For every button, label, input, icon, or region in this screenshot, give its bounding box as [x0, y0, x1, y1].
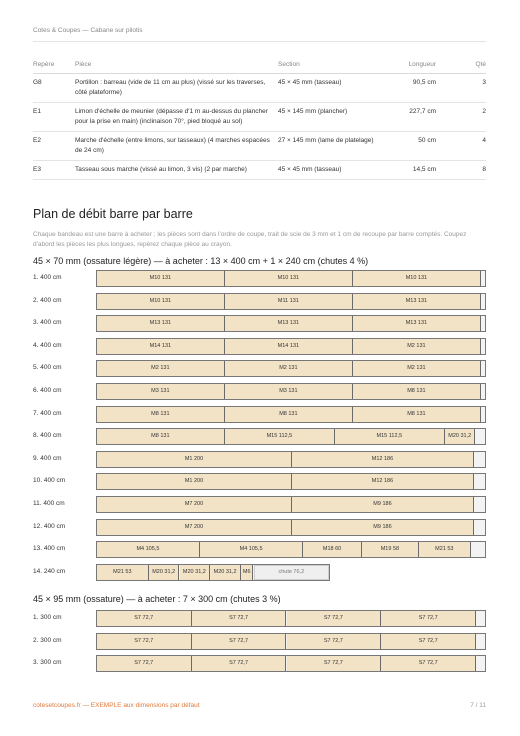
cut-bar-row — [33, 315, 486, 332]
cut-bar-row — [33, 519, 486, 536]
cut-piece: M14 131 — [97, 339, 225, 354]
cut-piece: M9 186 — [292, 497, 473, 512]
cut-piece: M19 58 — [362, 542, 419, 557]
group-title-45x95: 45 × 95 mm (ossature) — à acheter : 7 × 300 cm (chutes 3 %) — [33, 594, 281, 604]
section-title: Plan de débit barre par barre — [33, 207, 193, 221]
bar-label: 7. 400 cm — [33, 409, 62, 417]
stock-bar — [96, 541, 486, 558]
cell-piece: Marche d'échelle (entre limons, sur tasseaux) (4 marches espacées de 24 cm) — [75, 132, 278, 161]
cut-piece: M2 131 — [225, 361, 353, 376]
footer-site-link[interactable]: cotesetcoupes.fr — EXEMPLE aux dimensions par défaut — [33, 702, 200, 709]
offcut-segment: chute 76,2 — [254, 565, 329, 580]
running-header: Cotes & Coupes — Cabane sur pilotis — [33, 27, 143, 34]
group-title-45x70: 45 × 70 mm (ossature légère) — à acheter : 13 × 400 cm + 1 × 240 cm (chutes 4 %) — [33, 256, 369, 266]
cut-piece: M6 — [241, 565, 253, 580]
stock-bar — [96, 428, 486, 445]
table-row — [33, 103, 486, 132]
cell-qte: 4 — [436, 132, 486, 161]
cut-piece: S7 72,7 — [287, 634, 382, 649]
cut-piece: S7 72,7 — [192, 656, 287, 671]
section-intro: Chaque bandeau est une barre à acheter ; les pièces sont dans l'ordre de coupe, trait de scie de 3 mm et 1 cm de recoupe par barre comptés. Coupez d'abord les pièces les plus longues, repérez chaque pièce au crayon. — [33, 231, 467, 248]
bar-label: 14. 240 cm — [33, 567, 66, 575]
bar-label: 10. 400 cm — [33, 477, 66, 485]
cut-piece: M10 131 — [97, 294, 225, 309]
cut-piece: M7 200 — [97, 520, 292, 535]
cut-piece: M1 200 — [97, 474, 292, 489]
cut-piece: M4 105,5 — [97, 542, 200, 557]
bar-label: 8. 400 cm — [33, 432, 62, 440]
cell-section: 45 × 45 mm (tasseau) — [278, 161, 378, 180]
stock-bar — [96, 293, 486, 310]
cut-bar-row — [33, 610, 486, 627]
bar-label: 12. 400 cm — [33, 522, 66, 530]
cut-bar-row — [33, 406, 486, 423]
cut-piece: M12 186 — [292, 474, 473, 489]
cut-bar-row — [33, 564, 486, 581]
cut-piece: M15 112,5 — [225, 429, 335, 444]
table-row — [33, 161, 486, 180]
cell-piece: Limon d'échelle de meunier (dépasse d'1 m au-dessus du plancher pour la prise en main) (inclinaison 70°, pied bloqué au sol) — [75, 103, 278, 132]
bar-label: 6. 400 cm — [33, 387, 62, 394]
cut-piece: M13 131 — [353, 316, 481, 331]
cut-piece: M18 60 — [303, 542, 362, 557]
cell-repere: E1 — [33, 103, 75, 132]
cut-piece: M3 131 — [97, 384, 225, 399]
cut-piece: M8 131 — [97, 407, 225, 422]
cut-piece: M13 131 — [353, 294, 481, 309]
col-header-repere: Repère — [33, 57, 75, 74]
cut-piece: M2 131 — [97, 361, 225, 376]
bar-label: 1. 300 cm — [33, 614, 62, 621]
cut-piece: M11 131 — [225, 294, 353, 309]
bar-label: 4. 400 cm — [33, 341, 62, 349]
header-divider — [33, 41, 486, 42]
cut-bar-row — [33, 383, 486, 400]
stock-bar — [96, 519, 486, 536]
stock-bar — [96, 383, 486, 400]
cut-piece: M8 131 — [353, 384, 481, 399]
stock-bar — [96, 633, 486, 650]
cut-piece: M13 131 — [97, 316, 225, 331]
cell-piece: Tasseau sous marche (vissé au limon, 3 vis) (2 par marche) — [75, 161, 278, 180]
cut-piece: M8 131 — [353, 407, 481, 422]
cut-piece: M9 186 — [292, 520, 473, 535]
cut-bar-row — [33, 428, 486, 445]
cut-piece: M7 200 — [97, 497, 292, 512]
cell-qte: 2 — [436, 103, 486, 132]
cut-piece: M2 131 — [353, 361, 481, 376]
pieces-table — [33, 57, 486, 180]
col-header-qte: Qté — [436, 57, 486, 74]
cut-piece: M3 131 — [225, 384, 353, 399]
cut-piece: M15 112,5 — [335, 429, 445, 444]
cut-piece: S7 72,7 — [97, 656, 192, 671]
bar-label: 13. 400 cm — [33, 545, 66, 553]
cell-qte: 8 — [436, 161, 486, 180]
stock-bar — [96, 564, 330, 581]
stock-bar — [96, 360, 486, 377]
cut-bar-row — [33, 633, 486, 650]
stock-bar — [96, 496, 486, 513]
col-header-section: Section — [278, 57, 378, 74]
cut-piece: S7 72,7 — [97, 634, 192, 649]
cut-bar-row — [33, 473, 486, 490]
col-header-longueur: Longueur — [378, 57, 436, 74]
cut-piece: M20 31,2 — [149, 565, 179, 580]
cut-piece: M1 200 — [97, 452, 292, 467]
cut-piece: S7 72,7 — [192, 634, 287, 649]
cut-piece: S7 72,7 — [287, 611, 382, 626]
cut-bar-row — [33, 338, 486, 355]
cut-piece: M20 31,2 — [210, 565, 240, 580]
cut-piece: M10 131 — [97, 271, 225, 286]
cut-piece: M20 31,2 — [180, 565, 210, 580]
bar-label: 9. 400 cm — [33, 454, 62, 462]
cut-piece: S7 72,7 — [381, 656, 476, 671]
stock-bar — [96, 338, 486, 355]
cut-piece: M21 53 — [97, 565, 149, 580]
cell-section: 45 × 145 mm (plancher) — [278, 103, 378, 132]
cut-piece: M12 186 — [292, 452, 473, 467]
footer-page-number: 7 / 11 — [470, 702, 486, 709]
cut-piece: S7 72,7 — [192, 611, 287, 626]
bar-label: 2. 300 cm — [33, 636, 62, 644]
cell-longueur: 14,5 cm — [378, 161, 436, 180]
cell-longueur: 90,5 cm — [378, 74, 436, 103]
cut-bar-row — [33, 496, 486, 513]
bar-label: 2. 400 cm — [33, 296, 62, 304]
cut-piece: M10 131 — [225, 271, 353, 286]
stock-bar — [96, 315, 486, 332]
bar-label: 3. 400 cm — [33, 319, 62, 327]
bar-label: 1. 400 cm — [33, 274, 62, 281]
col-header-piece: Pièce — [75, 57, 278, 74]
cell-section: 27 × 145 mm (lame de platelage) — [278, 132, 378, 161]
stock-bar — [96, 655, 486, 672]
cell-longueur: 227,7 cm — [378, 103, 436, 132]
bar-label: 3. 300 cm — [33, 659, 62, 667]
cut-piece: M10 131 — [353, 271, 481, 286]
table-header-row — [33, 57, 486, 74]
cut-bar-row — [33, 655, 486, 672]
cell-section: 45 × 45 mm (tasseau) — [278, 74, 378, 103]
cut-bar-row — [33, 293, 486, 310]
bar-label: 5. 400 cm — [33, 364, 62, 372]
cut-piece: M8 131 — [225, 407, 353, 422]
cell-piece: Portillon : barreau (vide de 11 cm au plus) (vissé sur les traverses, côté plateforme) — [75, 74, 278, 103]
cut-piece: S7 72,7 — [381, 634, 476, 649]
cut-piece: M4 105,5 — [200, 542, 303, 557]
stock-bar — [96, 406, 486, 423]
cell-repere: E2 — [33, 132, 75, 161]
cut-piece: S7 72,7 — [97, 611, 192, 626]
table-row — [33, 74, 486, 103]
cell-repere: E3 — [33, 161, 75, 180]
cut-piece: M8 131 — [97, 429, 225, 444]
cut-piece: M13 131 — [225, 316, 353, 331]
stock-bar — [96, 270, 486, 287]
cell-longueur: 50 cm — [378, 132, 436, 161]
cut-piece: M20 31,2 — [445, 429, 475, 444]
cut-bar-row — [33, 451, 486, 468]
cut-piece: M2 131 — [353, 339, 481, 354]
cut-piece: S7 72,7 — [287, 656, 382, 671]
stock-bar — [96, 473, 486, 490]
cut-bar-row — [33, 541, 486, 558]
cut-piece: M21 53 — [419, 542, 471, 557]
stock-bar — [96, 610, 486, 627]
cell-qte: 3 — [436, 74, 486, 103]
table-row — [33, 132, 486, 161]
cut-piece: S7 72,7 — [381, 611, 476, 626]
cut-bar-row — [33, 360, 486, 377]
cell-repere: G8 — [33, 74, 75, 103]
cut-bar-row — [33, 270, 486, 287]
cut-piece: M14 131 — [225, 339, 353, 354]
bar-label: 11. 400 cm — [33, 500, 65, 507]
stock-bar — [96, 451, 486, 468]
